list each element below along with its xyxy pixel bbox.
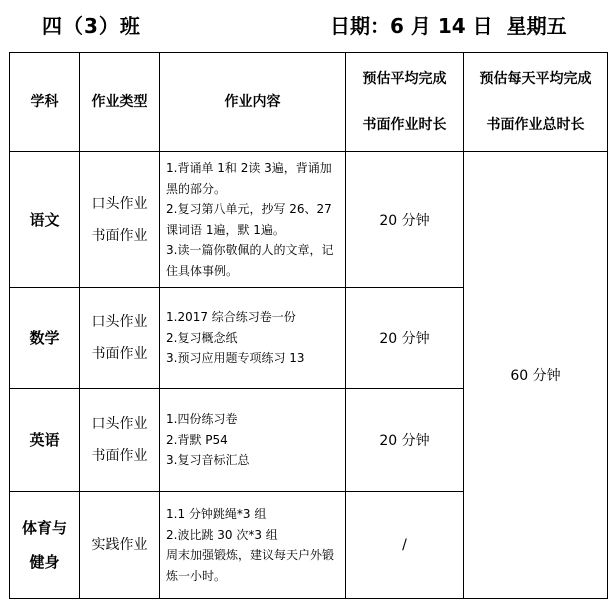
content-item: 3.复习音标汇总 (166, 453, 250, 468)
content-cell (160, 389, 346, 492)
header-daily-total-line1: 预估每天平均完成 (479, 71, 592, 87)
time-cell: 20 分钟 (346, 389, 464, 492)
time-cell: / (346, 492, 464, 599)
type-label: 口头作业 (91, 416, 148, 432)
content-item: 1.背诵单 1和 2读 3遍，背诵加黑的部分。 (166, 161, 332, 196)
content-item: 周末加强锻炼，建议每天户外锻炼一小时。 (166, 548, 335, 583)
content-item: 3.预习应用题专项练习 13 (166, 351, 305, 366)
header-subject: 学科 (10, 53, 80, 152)
content-item: 3.读一篇你敬佩的人的文章，记住具体事例。 (166, 243, 334, 278)
subject-line: 健身 (29, 553, 60, 571)
type-label: 书面作业 (91, 346, 148, 362)
time-cell: 20 分钟 (346, 152, 464, 288)
type-cell (80, 288, 160, 389)
subject-line: 体育与 (21, 519, 67, 537)
header-row (10, 53, 608, 152)
date-day: 14 (437, 14, 466, 38)
header-avg-time (346, 53, 464, 152)
homework-table (9, 52, 608, 599)
content-cell (160, 288, 346, 389)
type-cell (80, 152, 160, 288)
header-content: 作业内容 (160, 53, 346, 152)
page-header (0, 0, 613, 46)
date-line (330, 10, 567, 39)
header-daily-total-line2: 书面作业总时长 (486, 117, 585, 133)
type-label: 实践作业 (91, 537, 148, 553)
header-avg-time-line1: 预估平均完成 (362, 71, 447, 87)
table-row-chinese (10, 152, 608, 288)
header-daily-total (464, 53, 608, 152)
type-label: 书面作业 (91, 227, 148, 244)
type-label: 口头作业 (91, 195, 148, 212)
subject-cell (10, 492, 80, 599)
date-day-unit: 日 (472, 14, 493, 38)
daily-total-cell: 60 分钟 (464, 152, 608, 599)
type-cell (80, 389, 160, 492)
class-title: 四（3）班 (42, 14, 141, 38)
weekday: 星期五 (506, 14, 567, 38)
time-cell: 20 分钟 (346, 288, 464, 389)
date-month: 6 (390, 14, 404, 38)
header-type: 作业类型 (80, 53, 160, 152)
subject-cell: 数学 (10, 288, 80, 389)
content-cell (160, 492, 346, 599)
date-label: 日期： (330, 14, 390, 38)
type-cell (80, 492, 160, 599)
content-cell (160, 152, 346, 288)
subject-cell: 英语 (10, 389, 80, 492)
content-item: 1.2017 综合练习卷一份 (166, 310, 296, 325)
type-label: 书面作业 (91, 448, 148, 464)
content-item: 1.四份练习卷 (166, 412, 238, 427)
header-avg-time-line2: 书面作业时长 (362, 117, 447, 133)
subject-cell: 语文 (10, 152, 80, 288)
content-item: 2.背默 P54 (166, 432, 228, 447)
type-label: 口头作业 (91, 314, 148, 330)
content-item: 2.复习第八单元，抄写 26、27 课词语 1遍，默 1遍。 (166, 202, 332, 237)
content-item: 1.1 分钟跳绳*3 组 (166, 507, 267, 521)
content-item: 2.复习概念纸 (166, 330, 238, 345)
date-month-unit: 月 (410, 14, 431, 38)
content-item: 2.波比跳 30 次*3 组 (166, 527, 278, 542)
